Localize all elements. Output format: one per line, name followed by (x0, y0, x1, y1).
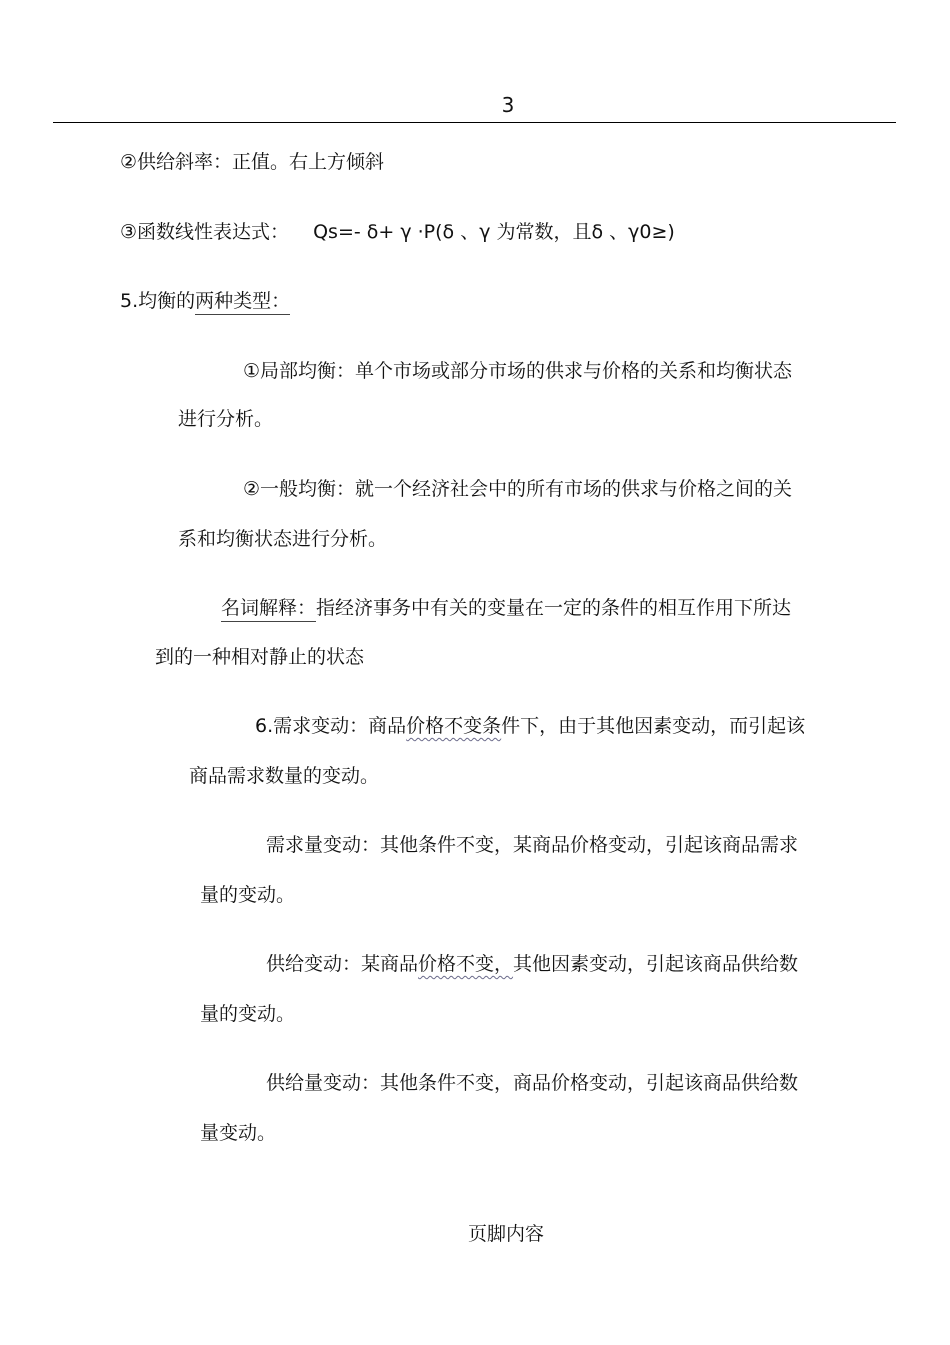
page-footer: 页脚内容 (467, 1223, 544, 1245)
text-line: 到的一种相对静止的状态 (155, 646, 365, 668)
text-line: 商品需求数量的变动。 (189, 765, 380, 787)
text-line: 量变动。 (200, 1122, 277, 1144)
text-segment: 件下，由于其他因素变动，而引起该 (501, 715, 806, 737)
text-line: 供给量变动：其他条件不变，商品价格变动，引起该商品供给数 (266, 1072, 799, 1094)
text-segment: 供给变动：某商品 (266, 953, 419, 975)
underlined-term: 名词解释： (221, 597, 316, 622)
text-line: ②供给斜率：正值。右上方倾斜 (120, 151, 385, 173)
supply-formula: Qs=- δ+ γ ·P(δ 、γ 为常数，且δ 、γ0≥) (313, 221, 675, 243)
text-line: 进行分析。 (178, 408, 274, 430)
text-line: ②一般均衡：就一个经济社会中的所有市场的供求与价格之间的关 (243, 478, 793, 500)
page-number: 3 (501, 93, 515, 117)
text-segment: 6.需求变动：商品 (255, 715, 407, 737)
formula-label: ③函数线性表达式： (120, 221, 290, 243)
text-line: 需求量变动：其他条件不变，某商品价格变动，引起该商品需求 (266, 834, 799, 856)
text-line: 系和均衡状态进行分析。 (178, 528, 388, 550)
text-line: ①局部均衡：单个市场或部分市场的供求与价格的关系和均衡状态 (243, 360, 793, 382)
text-line: 量的变动。 (200, 884, 296, 906)
wavy-underlined-term: 价格不变条 (406, 715, 502, 737)
text-line (266, 955, 798, 974)
wavy-underlined-term: 价格不变， (418, 953, 514, 975)
definition-text: 指经济事务中有关的变量在一定的条件的相互作用下所达 (316, 597, 792, 619)
text-line (120, 223, 675, 242)
header-rule (53, 122, 896, 123)
heading-prefix: 5.均衡的 (120, 290, 196, 312)
underlined-term: 两种类型： (195, 290, 290, 315)
text-line (221, 599, 791, 618)
text-line (255, 717, 805, 736)
text-line: 量的变动。 (200, 1003, 296, 1025)
text-segment: 其他因素变动，引起该商品供给数 (513, 953, 799, 975)
section-heading (120, 292, 290, 311)
